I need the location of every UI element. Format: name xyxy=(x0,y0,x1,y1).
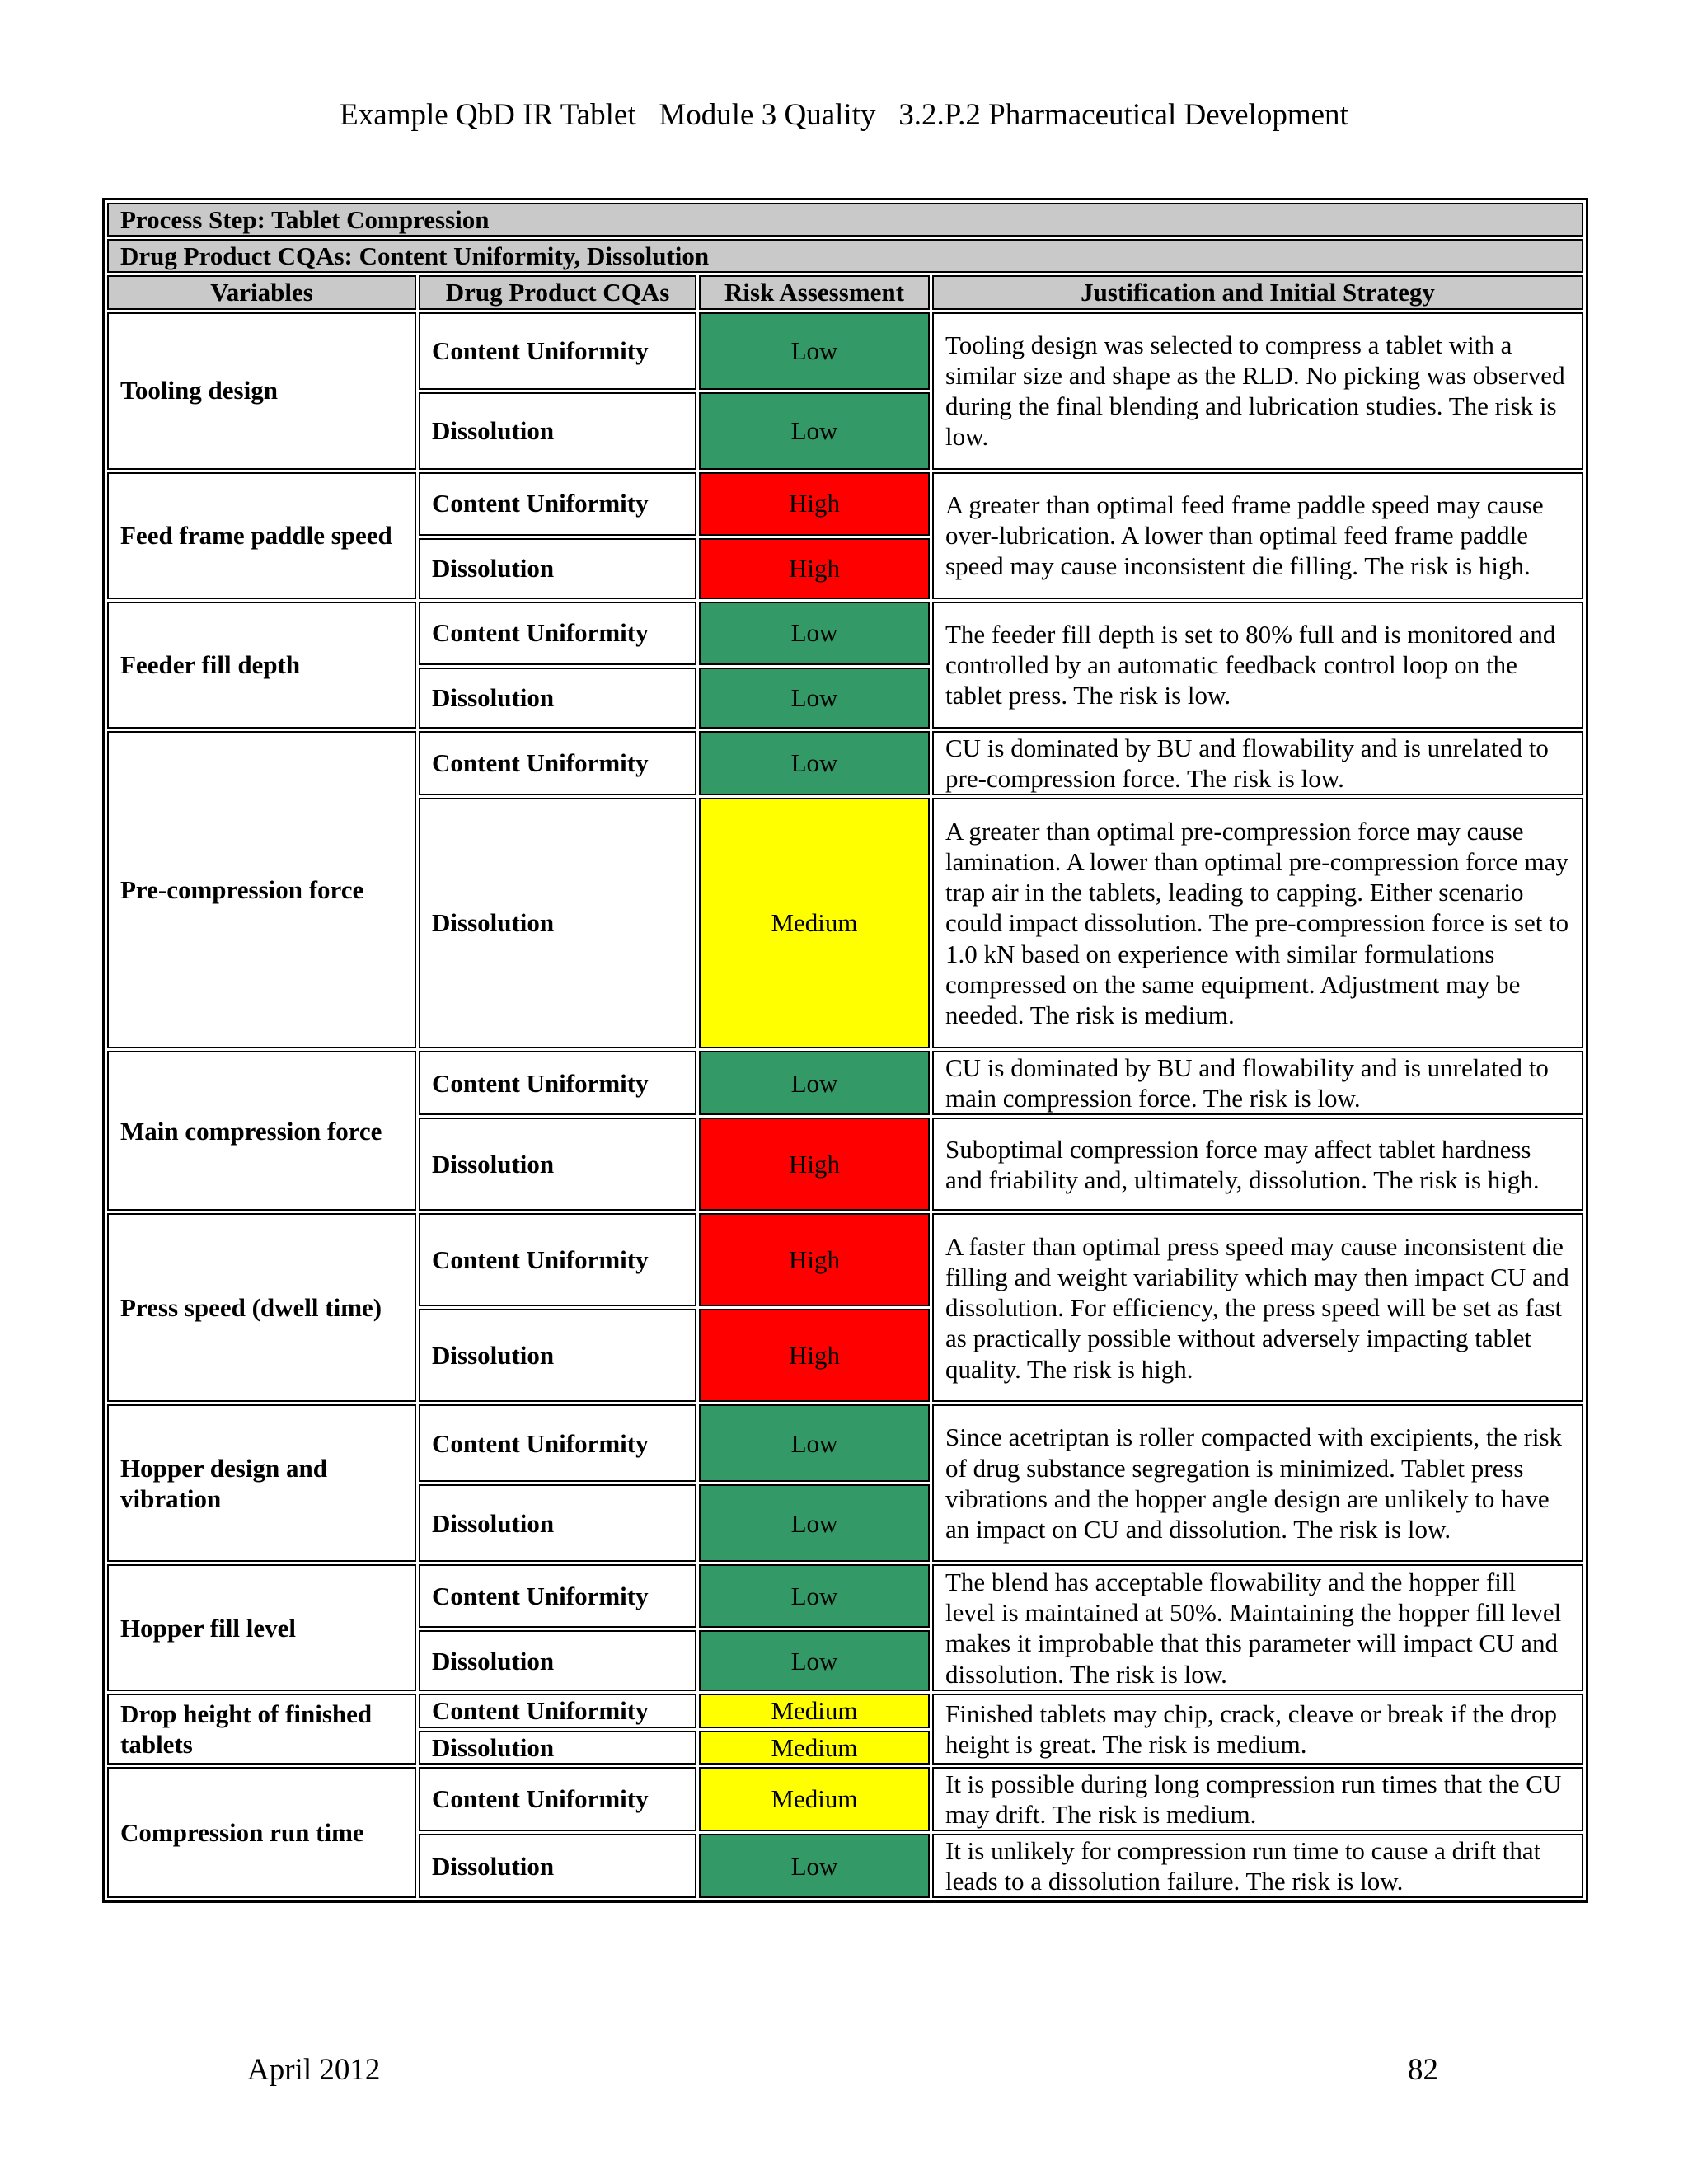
justification-cell: The blend has acceptable flowability and the hopper fill level is maintained at 50%. Maintaining the hopper fill level makes it improbable that this parameter will impact CU and dissolution. The risk is low. xyxy=(932,1564,1583,1691)
justification-cell: Tooling design was selected to compress a tablet with a similar size and shape as the RLD. No picking was observed during the final blending and lubrication studies. The risk is low. xyxy=(932,312,1583,470)
justification-cell: A greater than optimal pre-compression force may cause lamination. A lower than optimal pre-compression force may trap air in the tablets, leading to capping. Either scenario could impact dissolution. The pre-compression force is set to 1.0 kN based on experience with similar formulations compressed on the same equipment. Adjustment may be needed. The risk is medium. xyxy=(932,798,1583,1048)
justification-cell: Suboptimal compression force may affect tablet hardness and friability and, ultimately, dissolution. The risk is high. xyxy=(932,1118,1583,1211)
justification-cell: It is unlikely for compression run time to cause a drift that leads to a dissolution failure. The risk is low. xyxy=(932,1834,1583,1898)
cqa-cell: Content Uniformity xyxy=(419,1564,696,1628)
variable-cell: Feeder fill depth xyxy=(107,602,416,729)
cqa-cell: Content Uniformity xyxy=(419,1694,696,1727)
cqa-cell: Content Uniformity xyxy=(419,1767,696,1831)
risk-cell: Medium xyxy=(699,1731,930,1765)
risk-cell: Low xyxy=(699,1834,930,1898)
justification-cell: Since acetriptan is roller compacted with excipients, the risk of drug substance segregation is minimized. Tablet press vibrations and the hopper angle design are unlikely to have an impact on CU and dissolution. The risk is low. xyxy=(932,1404,1583,1562)
table-row xyxy=(107,1213,1583,1306)
risk-cell: High xyxy=(699,1213,930,1306)
table-row xyxy=(107,1767,1583,1831)
cqa-cell: Content Uniformity xyxy=(419,731,696,795)
justification-cell: CU is dominated by BU and flowability and is unrelated to main compression force. The risk is low. xyxy=(932,1051,1583,1115)
risk-cell: Low xyxy=(699,1404,930,1482)
cqa-cell: Dissolution xyxy=(419,1834,696,1898)
cqa-cell: Content Uniformity xyxy=(419,312,696,390)
cqa-cell: Content Uniformity xyxy=(419,1051,696,1115)
cqa-cell: Dissolution xyxy=(419,538,696,599)
process-step-row xyxy=(107,203,1583,237)
risk-cell: Low xyxy=(699,392,930,470)
risk-cell: High xyxy=(699,1118,930,1211)
variable-cell: Drop height of finished tablets xyxy=(107,1694,416,1764)
variable-cell: Feed frame paddle speed xyxy=(107,472,416,599)
column-header-justification: Justification and Initial Strategy xyxy=(932,275,1583,309)
variable-cell: Hopper design and vibration xyxy=(107,1404,416,1562)
cqa-cell: Dissolution xyxy=(419,392,696,470)
variable-cell: Press speed (dwell time) xyxy=(107,1213,416,1402)
footer-page-number: 82 xyxy=(1408,2053,1438,2087)
cqa-cell: Dissolution xyxy=(419,1118,696,1211)
risk-cell: Medium xyxy=(699,1694,930,1727)
risk-cell: High xyxy=(699,1309,930,1402)
risk-cell: Low xyxy=(699,1051,930,1115)
table-row xyxy=(107,1564,1583,1628)
risk-cell: High xyxy=(699,538,930,599)
variable-cell: Main compression force xyxy=(107,1051,416,1211)
table-row xyxy=(107,731,1583,795)
table-row xyxy=(107,602,1583,665)
justification-cell: A faster than optimal press speed may cause inconsistent die filling and weight variability which may then impact CU and dissolution. For efficiency, the press speed will be set as fast as practically possible without adversely impacting tablet quality. The risk is high. xyxy=(932,1213,1583,1402)
justification-cell: It is possible during long compression run times that the CU may drift. The risk is medium. xyxy=(932,1767,1583,1831)
cqas-banner-row xyxy=(107,239,1583,273)
column-header-row xyxy=(107,275,1583,309)
justification-cell: A greater than optimal feed frame paddle speed may cause over-lubrication. A lower than optimal feed frame paddle speed may cause inconsistent die filling. The risk is high. xyxy=(932,472,1583,599)
table-row xyxy=(107,312,1583,390)
risk-cell: Low xyxy=(699,1484,930,1562)
cqa-cell: Dissolution xyxy=(419,1309,696,1402)
risk-cell: Low xyxy=(699,602,930,665)
risk-cell: Low xyxy=(699,731,930,795)
column-header-risk: Risk Assessment xyxy=(699,275,930,309)
variable-cell: Hopper fill level xyxy=(107,1564,416,1691)
cqa-cell: Content Uniformity xyxy=(419,602,696,665)
risk-assessment-table xyxy=(102,198,1588,1903)
risk-cell: Low xyxy=(699,1630,930,1691)
justification-cell: CU is dominated by BU and flowability and is unrelated to pre-compression force. The risk is low. xyxy=(932,731,1583,795)
table-row xyxy=(107,472,1583,536)
variable-cell: Tooling design xyxy=(107,312,416,470)
risk-cell: Low xyxy=(699,668,930,729)
risk-cell: Medium xyxy=(699,798,930,1048)
table-row xyxy=(107,1051,1583,1115)
cqa-cell: Dissolution xyxy=(419,798,696,1048)
page-header-title: Example QbD IR Tablet Module 3 Quality 3.2.P.2 Pharmaceutical Development xyxy=(340,98,1348,132)
cqa-cell: Content Uniformity xyxy=(419,472,696,536)
process-step-banner: Process Step: Tablet Compression xyxy=(107,203,1583,237)
column-header-variables: Variables xyxy=(107,275,416,309)
cqa-cell: Dissolution xyxy=(419,1731,696,1765)
justification-cell: The feeder fill depth is set to 80% full and is monitored and controlled by an automatic feedback control loop on the tablet press. The risk is low. xyxy=(932,602,1583,729)
risk-cell: Low xyxy=(699,312,930,390)
variable-cell: Compression run time xyxy=(107,1767,416,1899)
cqa-cell: Content Uniformity xyxy=(419,1213,696,1306)
risk-cell: High xyxy=(699,472,930,536)
cqas-banner: Drug Product CQAs: Content Uniformity, Dissolution xyxy=(107,239,1583,273)
risk-cell: Low xyxy=(699,1564,930,1628)
risk-cell: Medium xyxy=(699,1767,930,1831)
table-row xyxy=(107,1404,1583,1482)
cqa-cell: Content Uniformity xyxy=(419,1404,696,1482)
column-header-cqas: Drug Product CQAs xyxy=(419,275,696,309)
justification-cell: Finished tablets may chip, crack, cleave or break if the drop height is great. The risk is medium. xyxy=(932,1694,1583,1764)
cqa-cell: Dissolution xyxy=(419,668,696,729)
variable-cell: Pre-compression force xyxy=(107,731,416,1048)
table-row xyxy=(107,1694,1583,1727)
footer-date: April 2012 xyxy=(247,2053,381,2087)
cqa-cell: Dissolution xyxy=(419,1630,696,1691)
cqa-cell: Dissolution xyxy=(419,1484,696,1562)
